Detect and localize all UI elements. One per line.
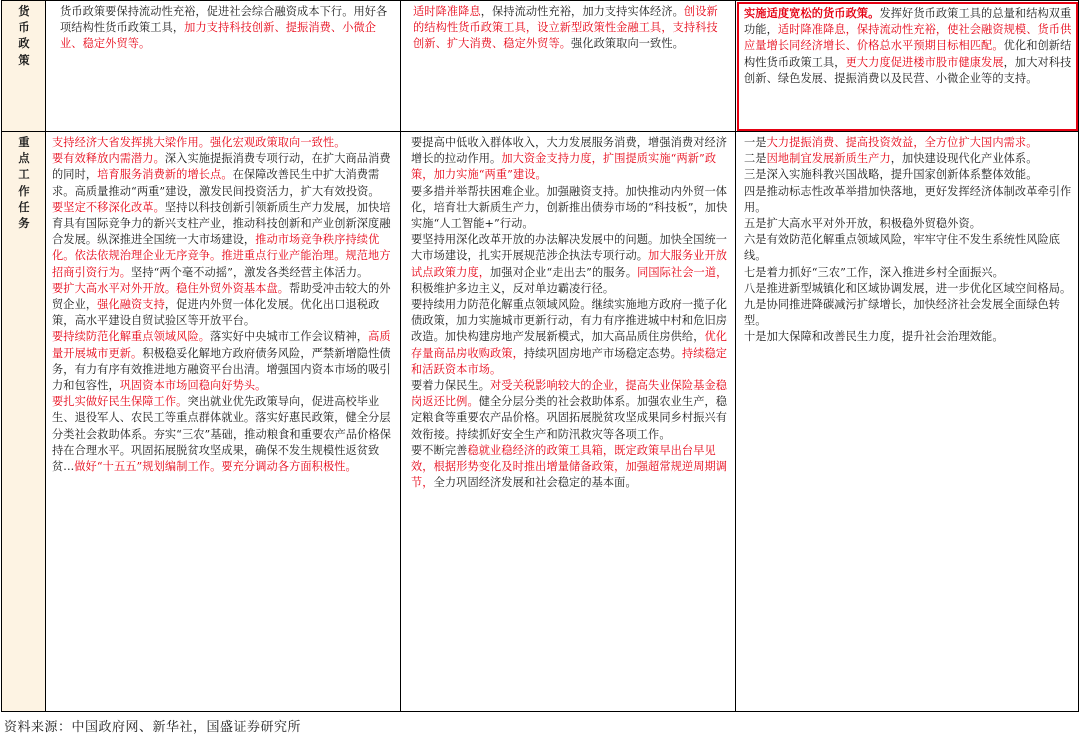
text-segment: 要持续用力防范化解重点领域风险。继续实施地方政府一揽子化债政策，加力实施城市更新行动，有力有序推进城中村和危旧房改造。加快构建房地产发展新模式，加大高品质住房供给， [411, 298, 728, 344]
text-segment: 四是推动标志性改革举措加快落地，更好发挥经济体制改革牵引作用。 [744, 184, 1072, 214]
text-segment: 要不断完善 [411, 443, 468, 457]
text-segment: 创设新的结构性货币政策工具，设立新型政策性金融工具，支持科技创新、扩大消费、稳定外贸等。 [413, 5, 718, 51]
text-segment: 突出就业优先政策导向，促进高校毕业生、退役军人、农民工等重点群体就业。落实好惠民政策，健全分层分类社会救助体系。夯实“三农”基础，推动粮食和重要农产品价格保持在合理水平。巩固拓展脱贫攻坚成果，确保不发生规模性返贫致贫... [52, 395, 391, 474]
text-segment: ，促进内外贸一体化发展。优化出口退税政策，高水平建设自贸试验区等开放平台。 [52, 298, 380, 328]
text-segment: 八是推进新型城镇化和区域协调发展，进一步优化区域空间格局。 [744, 281, 1072, 295]
text-segment: 九是协同推进降碳减污扩绿增长，加快经济社会发展全面绿色转型。 [744, 298, 1061, 328]
monetary-col-2 [401, 1, 736, 132]
text-segment: 三是深入实施科教兴国战略，提升国家创新体系整体效能。 [744, 168, 1038, 182]
text-segment: 强化融资支持 [97, 298, 165, 312]
text-segment: 积极稳妥化解地方政府债务风险，严禁新增隐性债务，有力有序有效推进地方融资平台出清。增强国内资本市场的吸引力和包容性， [52, 346, 391, 393]
text-segment: 积极维护多边主义，反对单边霸凌行径。 [411, 281, 615, 295]
row-label-tasks: 重点工作任务 [2, 132, 46, 712]
tasks-col-3 [736, 132, 1079, 712]
text-segment: 帮助受冲击较大的外贸企业， [52, 281, 391, 312]
text-segment: 培育服务消费新的增长点。 [97, 168, 233, 182]
text-segment: 持续稳定和活跃资本市场。 [411, 346, 728, 376]
text-segment: 加强对企业“走出去”的服务。 [490, 265, 638, 279]
text-segment: 六是有效防范化解重点领域风险，牢牢守住不发生系统性风险底线。 [744, 233, 1061, 263]
text-segment: 十是加大保障和改善民生力度，提升社会治理效能。 [744, 330, 1004, 344]
text-segment: 要坚持用深化改革开放的办法解决发展中的问题。加快全国统一大市场建设，扎实开展规范涉企执法专项行动。 [411, 233, 728, 263]
tasks-col-1 [46, 132, 401, 712]
text-segment: 要坚定不移深化改革。 [52, 200, 165, 214]
text-segment: 五是扩大高水平对外开放，积极稳外贸稳外资。 [744, 217, 982, 231]
text-segment: 支持经济大省发挥挑大梁作用。强化宏观政策取向一致性。 [52, 136, 346, 149]
text-segment: 货币政策要保持流动性充裕，促进社会综合融资成本下行。用好各项结构性货币政策工具， [60, 5, 388, 35]
text-segment: 坚持以科技创新引领新质生产力发展，加快培育具有国际竞争力的新兴支柱产业，推动科技创新和产业创新深度融合发展。纵深推进全国统一大市场建设， [52, 200, 391, 247]
text-segment: 巩固资本市场回稳向好势头。 [119, 379, 267, 393]
text-segment: 同国际社会一道， [637, 265, 728, 279]
text-segment: 做好“十五五”规划编制工作。要充分调动各方面积极性。 [74, 460, 357, 474]
text-segment: 落实好中央城市工作会议精神， [210, 330, 369, 344]
text-segment: 持续巩固房地产市场稳定态势。 [523, 346, 682, 360]
tasks-col-2 [401, 132, 736, 712]
text-segment: 在保障改善民生中扩大消费需求。高质量推动“两重”建设，激发民间投资活力，扩大有效投资。 [52, 168, 380, 198]
text-segment: 高质量开展城市更新。 [52, 330, 391, 360]
row-label-monetary: 货币政策 [2, 1, 46, 132]
key-tasks-row [2, 132, 1079, 712]
text-segment: 强化政策取向一致性。 [571, 37, 684, 51]
text-segment: 适时降准降息 [413, 5, 481, 18]
monetary-policy-row [2, 1, 1079, 132]
source-note: 资料来源：中国政府网、新华社，国盛证券研究所 [4, 720, 302, 735]
text-segment: 要扎实做好民生保障工作。 [52, 395, 188, 409]
text-segment: 更大力度促进楼市股市健康发展 [845, 55, 1004, 69]
text-segment: 要多措并举帮扶困难企业。加强融资支持。加快推动内外贸一体化，培育壮大新质生产力，创新推出债券市场的“科技板”，加快实施“人工智能+”行动。 [411, 184, 728, 231]
text-segment: 一是 [744, 136, 767, 149]
text-segment: 加力支持科技创新、提振消费、小微企业、稳定外贸等。 [60, 21, 377, 51]
text-segment: 因地制宜发展新质生产力 [766, 152, 891, 166]
text-segment: 要扩大高水平对外开放。稳住外贸外资基本盘。 [52, 281, 290, 295]
text-segment: 健全分层分类的社会救助体系。加强农业生产，稳定粮食等重要农产品价格。巩固拓展脱贫攻坚成果同乡村振兴有效衔接。持续抓好安全生产和防汛救灾等各项工作。 [411, 395, 728, 441]
text-segment: 稳就业稳经济的政策工具箱，既定政策早出台早见效，根据形势变化及时推出增量储备政策，加强超常规逆周期调节， [411, 443, 728, 490]
text-segment: 加大服务业开放试点政策力度， [411, 249, 728, 279]
text-segment: 对受关税影响较大的企业，提高失业保险基金稳岗返还比例。 [411, 379, 728, 409]
monetary-col-3 [736, 1, 1079, 132]
text-segment: 优化存量商品房收购政策， [411, 330, 728, 360]
text-segment: 二是 [744, 152, 767, 166]
text-segment: 发挥好货币政策工具的总量和结构双重功能， [744, 7, 1072, 37]
text-segment: 坚持“两个毫不动摇”，激发各类经营主体活力。 [131, 265, 369, 279]
text-segment: 大力提振消费、提高投资效益，全方位扩大国内需求。 [766, 136, 1038, 149]
text-segment: 要持续防范化解重点领域风险。 [52, 330, 211, 344]
text-segment: ，保持流动性充裕，加力支持实体经济。 [480, 5, 684, 18]
text-segment: 要着力保民生。 [411, 379, 491, 393]
text-segment: ，加大对科技创新、绿色发展、提振消费以及民营、小微企业等的支持。 [744, 55, 1072, 85]
text-segment: 推动市场竞争秩序持续优化。依法依规治理企业无序竞争。推进重点行业产能治理。规范地方招商引资行为。 [52, 233, 391, 279]
text-segment: 优化和创新结构性货币政策工具， [744, 39, 1072, 69]
text-segment: ，加快建设现代化产业体系。 [890, 152, 1038, 166]
policy-comparison-table [1, 0, 1079, 712]
monetary-col-1 [46, 1, 401, 132]
text-segment: 全力巩固经济发展和社会稳定的基本面。 [433, 476, 637, 490]
text-segment: 加大资金支持力度，扩围提质实施“两新”政策，加力实施“两重”建设。 [411, 152, 717, 182]
text-segment: 适时降准降息，保持流动性充裕，使社会融资规模、货币供应量增长同经济增长、价格总水平预期目标相匹配。 [744, 23, 1072, 53]
text-segment: 七是着力抓好“三农”工作，深入推进乡村全面振兴。 [744, 265, 1004, 279]
text-segment: 要提高中低收入群体收入，大力发展服务消费，增强消费对经济增长的拉动作用。 [411, 136, 728, 166]
text-segment: 深入实施提振消费专项行动，在扩大商品消费的同时， [52, 152, 391, 182]
text-segment: 实施适度宽松的货币政策。 [744, 6, 880, 20]
text-segment: 要有效释放内需潜力。 [52, 152, 165, 166]
